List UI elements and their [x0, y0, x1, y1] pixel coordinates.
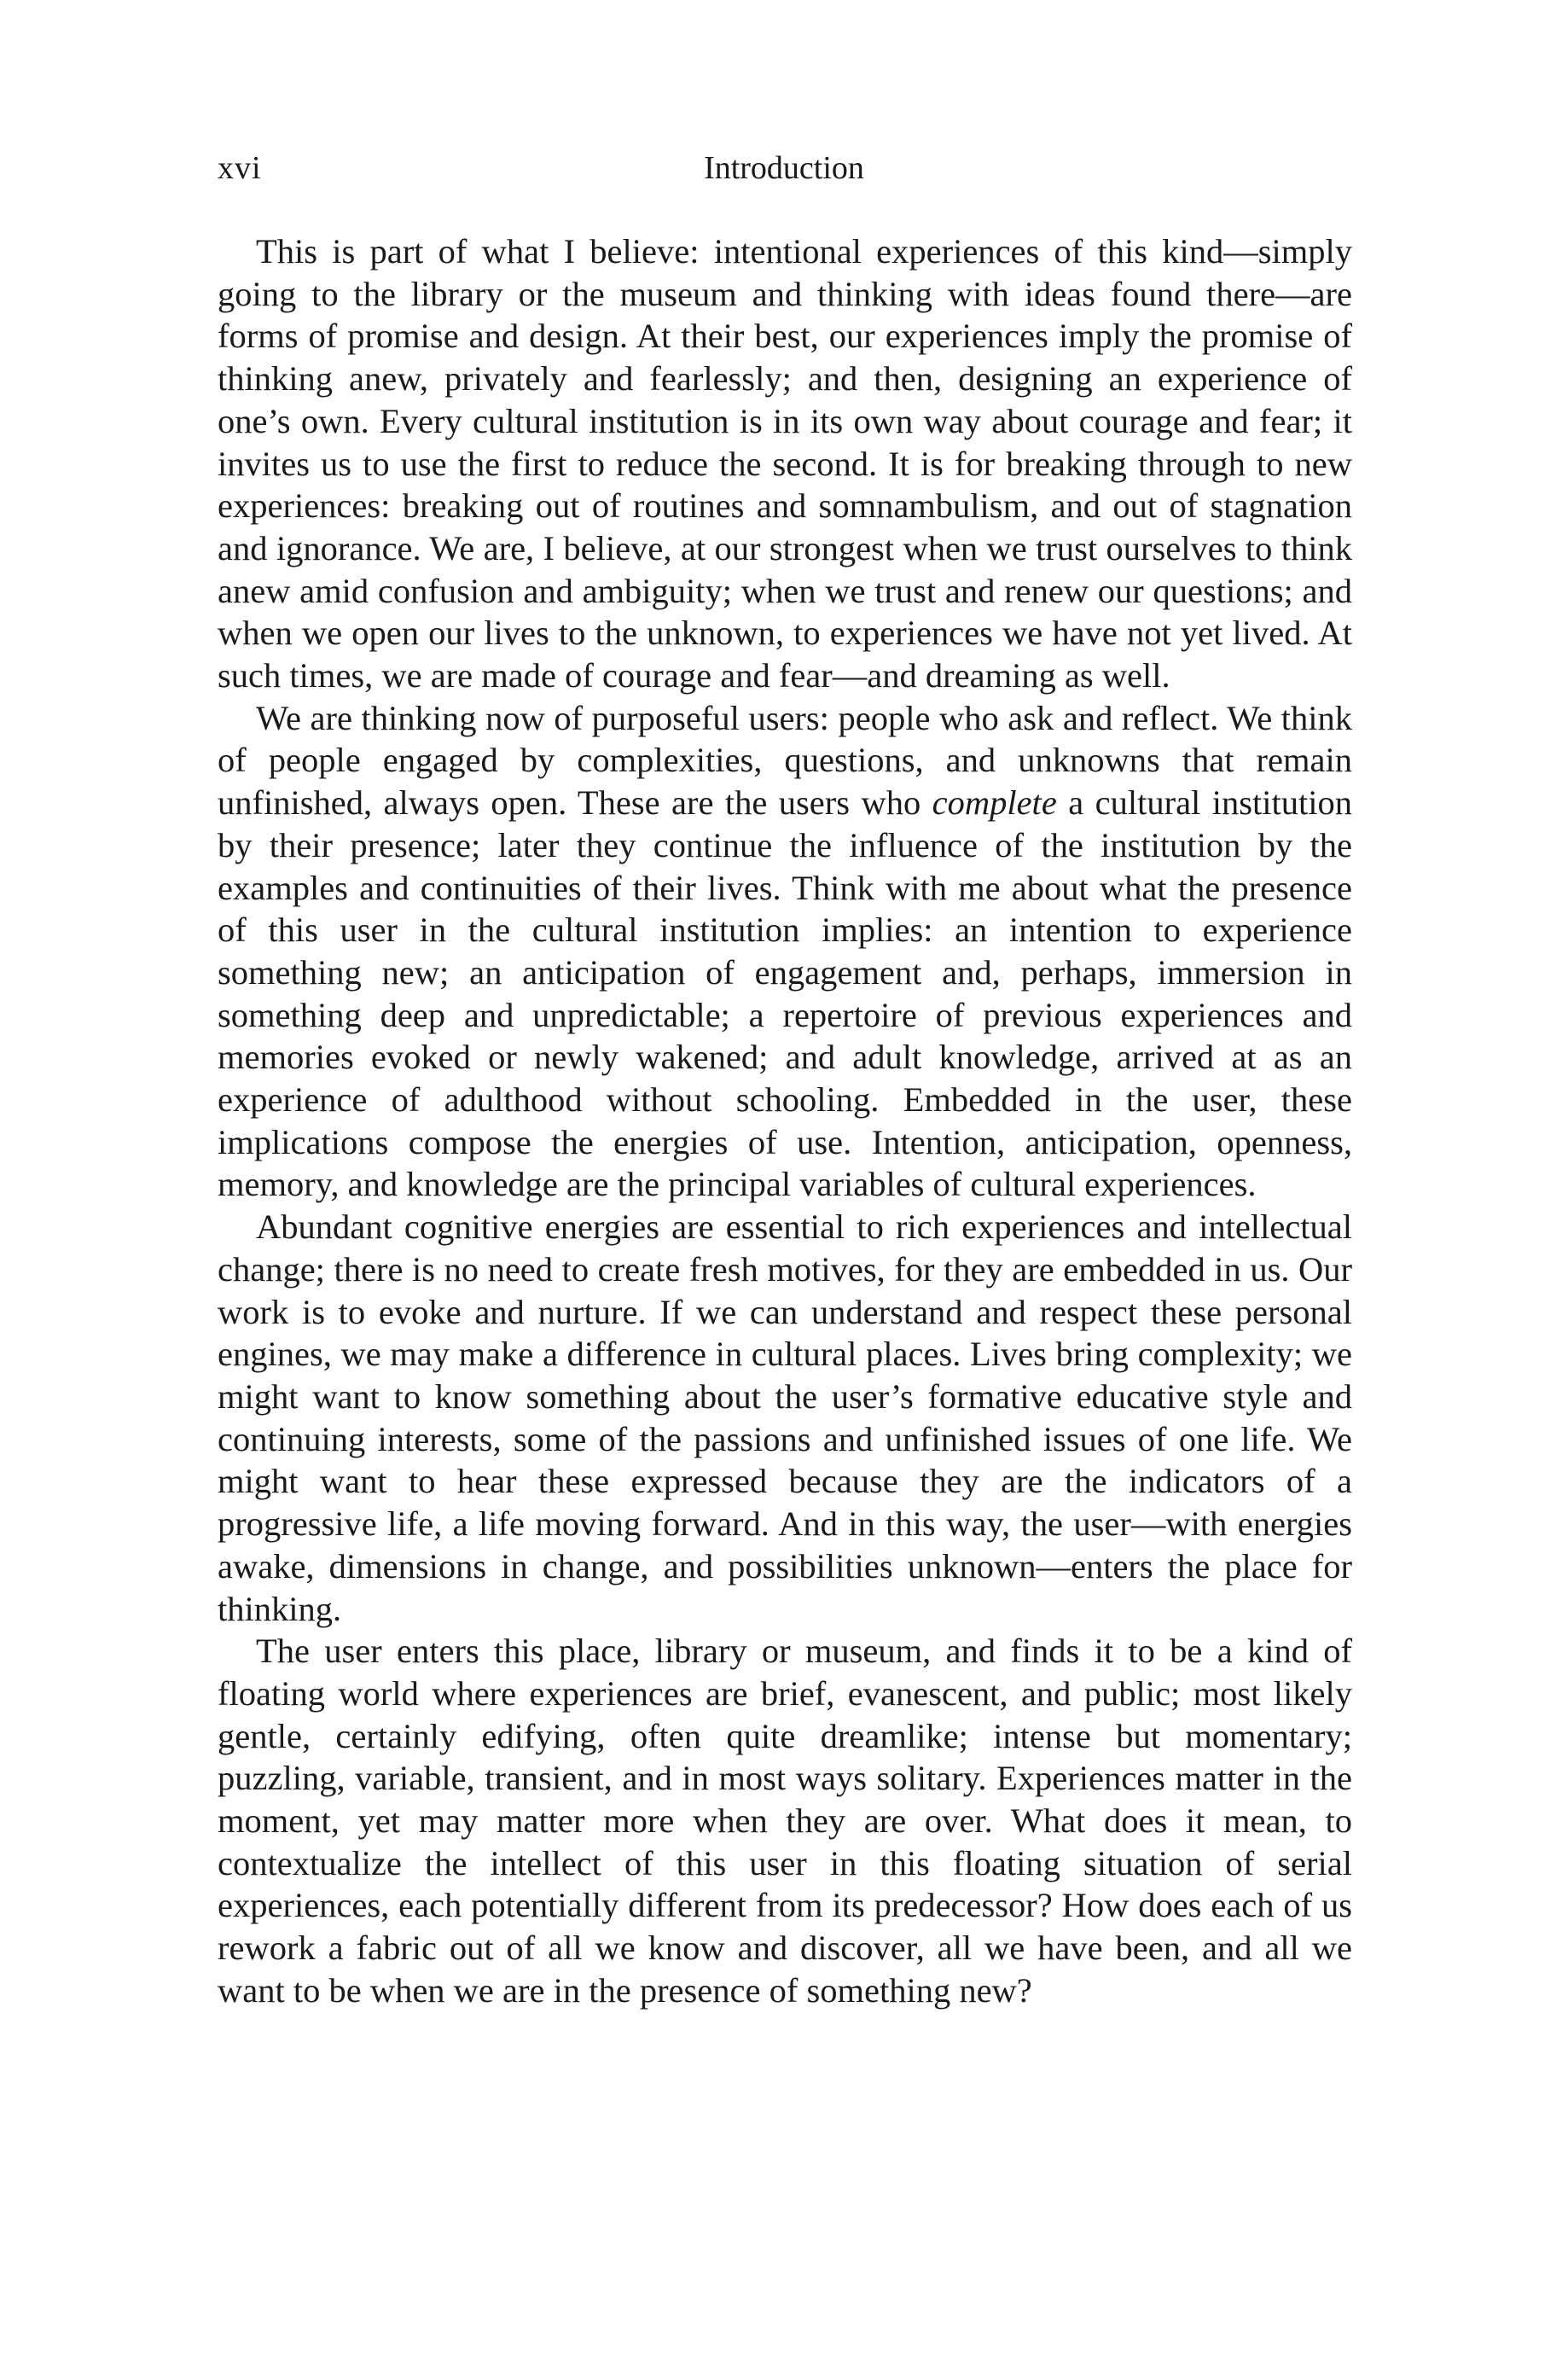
body-text	[218, 230, 1352, 2012]
emphasized-word: complete	[932, 783, 1057, 823]
paragraph-1: This is part of what I believe: intentional experiences of this kind—simply going to the library or the museum and thinking with ideas found there—are forms of promise and design. At their best, our experiences imply the promise of thinking anew, privately and fearlessly; and then, designing an experience of one’s own. Every cultural institution is in its own way about courage and fear; it invites us to use the first to reduce the second. It is for breaking through to new experiences: breaking out of routines and somnambulism, and out of stagnation and ignorance. We are, I believe, at our strongest when we trust ourselves to think anew amid confusion and ambiguity; when we trust and renew our questions; and when we open our lives to the unknown, to experiences we have not yet lived. At such times, we are made of courage and fear—and dreaming as well.	[218, 232, 1352, 695]
paragraph-2-part-1: We are thinking now of purposeful users: people who ask and reflect. We think of people engaged by complexities, questions, and unknowns that remain unfinished, always open. These are the users who	[218, 698, 1352, 823]
running-title: Introduction	[704, 150, 864, 186]
paragraph-2-part-2: a cultural institution by their presence; later they continue the influence of the institution by the examples and continuities of their lives. Think with me about what the presence of this user in the cultural institution implies: an intention to experience something new; an anticipation of engagement and, perhaps, immersion in something deep and unpredictable; a repertoire of previous experiences and memories evoked or newly wakened; and adult knowledge, arrived at as an experience of adulthood without schooling. Embedded in the user, these implications compose the energies of use. Intention, anticipation, openness, memory, and knowledge are the principal variables of cultural experiences.	[218, 783, 1352, 1204]
page-number: xvi	[218, 150, 262, 186]
paragraph-3: Abundant cognitive energies are essential to rich experiences and intellectual change; there is no need to create fresh motives, for they are embedded in us. Our work is to evoke and nurture. If we can understand and respect these personal engines, we may make a difference in cultural places. Lives bring complexity; we might want to know something about the user’s formative educative style and continuing interests, some of the passions and unfinished issues of one life. We might want to hear these expressed because they are the indicators of a progressive life, a life moving forward. And in this way, the user—with energies awake, dimensions in change, and possibilities unknown—enters the place for thinking.	[218, 1207, 1352, 1628]
paragraph-2	[218, 697, 1352, 1206]
paragraph-4: The user enters this place, library or museum, and finds it to be a kind of floating world where experiences are brief, evanescent, and public; most likely gentle, certainly edifying, often quite dreamlike; intense but momentary; puzzling, variable, transient, and in most ways solitary. Experiences matter in the moment, yet may matter more when they are over. What does it mean, to contextualize the intellect of this user in this floating situation of serial experiences, each potentially different from its predecessor? How does each of us rework a fabric out of all we know and discover, all we have been, and all we want to be when we are in the presence of something new?	[218, 1632, 1352, 2010]
running-head	[0, 147, 1568, 189]
